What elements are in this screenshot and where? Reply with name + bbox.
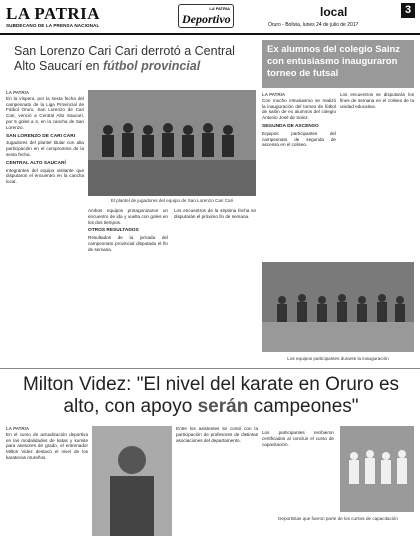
dateline: Oruro - Bolivia, lunes 24 de julio de 2017: [268, 22, 359, 28]
story3-headline-part-1: Milton Videz: "El nivel del karate en Oruro es alto, con apoyo: [22, 374, 400, 417]
story1-column-3: [174, 208, 256, 220]
karate-portrait-image: [92, 426, 172, 536]
team-photo-image: [88, 90, 256, 196]
story3-column-1: [6, 426, 88, 461]
story3-col3-text: Los participantes recibieron certificados al concluir el curso de capacitación.: [262, 430, 334, 447]
story-divider: [0, 368, 420, 369]
story2-col2-text: Los encuentros se disputarán los fines de semana en el coliseo de la unidad educativa.: [340, 92, 414, 109]
story2-headline-box: [262, 40, 414, 88]
story1-col2b-text: Resultados de la jornada del campeonato provincial disputada el fin de semana.: [88, 235, 168, 252]
story2-subhead: SEGUNDA DE ASCENSO: [262, 123, 319, 129]
story1-subhead-2: CENTRAL ALTO SAUCARÍ: [6, 160, 66, 166]
story1-col1b-text: Jugadores del plantel titular con alta participación en el compromiso de la sexta fecha.: [6, 140, 84, 157]
story3-col2-text: Entre los asistentes se contó con la participación de profesores de distintas asociaciones del departamento.: [176, 426, 258, 443]
futsal-teams-image: [262, 262, 414, 352]
story3-photo-portrait: [92, 426, 172, 536]
story3-photo-caption: Deportistas que fueron parte de los cursos de capacitación: [278, 516, 398, 521]
story1-kicker: LA PATRIA: [6, 90, 30, 95]
story3-column-3: [262, 430, 334, 447]
masthead: LA PATRIA: [6, 4, 101, 23]
story2-col1-text: Con mucho entusiasmo se realizó la inauguración del torneo de fútbol de salón de ex alumnos del colegio Antonio José de Sainz.: [262, 97, 336, 121]
story1-col2-text: Ambos equipos protagonizaron un encuentro de ida y vuelta con goles en los dos tiempos.: [88, 208, 168, 225]
story1-headline-text: San Lorenzo Cari Cari derrotó a Central Alto Saucarí en: [14, 44, 235, 73]
story2-photo-caption: Los equipos participantes durante la inauguración: [287, 356, 389, 361]
page-number: 3: [401, 3, 415, 18]
story1-headline: [14, 44, 254, 74]
header-rule: [0, 33, 420, 35]
story2-kicker: LA PATRIA: [262, 92, 286, 97]
story3-photo-group: [340, 426, 414, 512]
story1-col1-text: En la víspera, por la sexta fecha del campeonato de la Liga Provincial de Fútbol Oruro, San Lorenzo de Cari Cari, venció a Central Alto Saucarí, por 5 goles a 4, en la cancha de San Lorenzo.: [6, 95, 84, 130]
section-label: local: [320, 5, 348, 19]
story3-kicker: LA PATRIA: [6, 426, 30, 431]
story3-headline-highlight: serán: [197, 396, 249, 417]
story2-col1b-text: Equipos participantes del campeonato de segunda de ascenso en el coliseo.: [262, 130, 336, 148]
story1-col3-text: Los encuentros de la séptima fecha se disputarán el próximo fin de semana.: [174, 208, 256, 219]
story2-photo: [262, 262, 414, 352]
story3-headline: [8, 374, 414, 418]
story1-subhead-1: SAN LORENZO DE CARI CARI: [6, 133, 76, 139]
story1-column-2: [88, 208, 168, 253]
page-header: [0, 0, 420, 36]
supplement-logo-title: Deportivo: [182, 12, 231, 26]
story1-headline-accent: fútbol provincial: [102, 59, 201, 73]
supplement-logo-top: LA PATRIA: [209, 6, 230, 11]
story2-column-2: [340, 92, 414, 109]
story2-headline: Ex alumnos del colegio Sainz con entusiasmo inauguraron torneo de futsal: [267, 44, 401, 79]
story3-headline-part-2: campeones": [253, 396, 359, 417]
story1-subhead-3: OTROS RESULTADOS: [88, 228, 139, 234]
story2-column-1: [262, 92, 336, 148]
story1-column-1: [6, 90, 84, 185]
story1-col1c-text: Integrantes del equipo visitante que disputaron el encuentro en la cancha local.: [6, 167, 84, 185]
karate-group-image: [340, 426, 414, 512]
masthead-subtitle: SUBDECANO DE LA PRENSA NACIONAL: [6, 23, 100, 28]
story3-col1-text: En el curso de actualización deportiva en las modalidades de katas y kumite para asesores de grado, el entrenador Milton Videz destacó el nivel de los karatecas orureños.: [6, 431, 88, 460]
story3-column-2: [176, 426, 258, 443]
story1-photo-caption: El plantel de jugadores del equipo de San Lorenzo Cari Cari: [110, 198, 234, 203]
supplement-logo: [178, 4, 234, 28]
story1-photo: [88, 90, 256, 196]
